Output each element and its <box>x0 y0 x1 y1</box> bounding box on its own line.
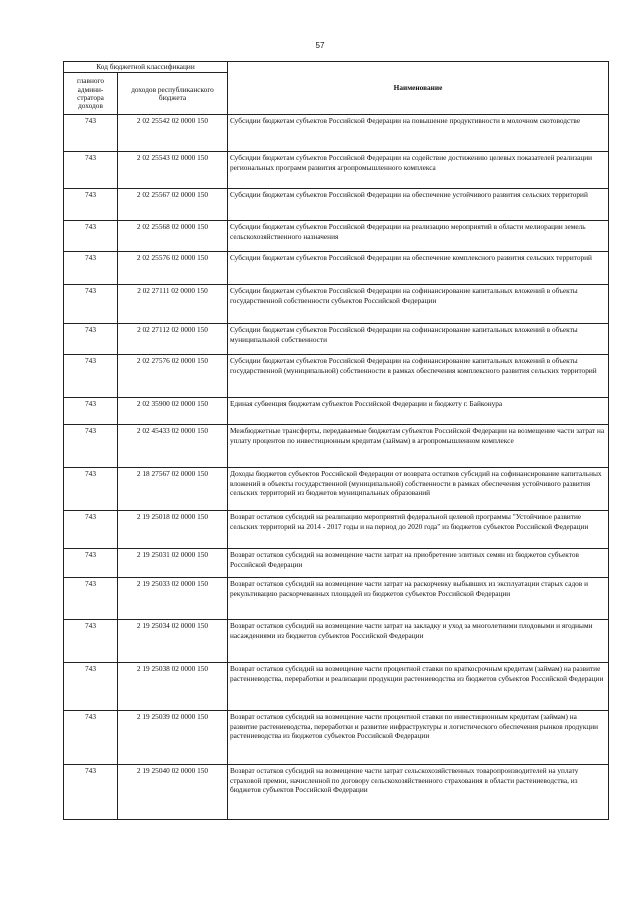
table-row <box>64 252 609 285</box>
income-code-cell: 2 19 25038 02 0000 150 <box>118 663 228 711</box>
admin-code-cell: 743 <box>64 152 118 189</box>
table-row <box>64 711 609 765</box>
name-cell: Возврат остатков субсидий на возмещение части процентной ставки по инвестиционным кредитам (займам) на развитие растениеводства, переработки и развитие инфраструктуры и логистического обеспечения рынков продукции растениеводства из бюджетов субъектов Российской Федерации <box>228 711 609 765</box>
admin-code-cell: 743 <box>64 285 118 324</box>
name-cell: Субсидии бюджетам субъектов Российской Федерации на реализацию мероприятий в области мелиорации земель сельскохозяйственного назначения <box>228 221 609 252</box>
name-cell: Субсидии бюджетам субъектов Российской Федерации на софинансирование капитальных вложений в объекты муниципальной собственности <box>228 324 609 355</box>
table-row <box>64 115 609 152</box>
admin-code-cell: 743 <box>64 663 118 711</box>
income-code-cell: 2 02 25542 02 0000 150 <box>118 115 228 152</box>
admin-code-cell: 743 <box>64 549 118 578</box>
header-main-administrator: главного админи-стратора доходов <box>64 73 118 115</box>
table-row <box>64 578 609 620</box>
name-cell: Возврат остатков субсидий на возмещение части процентной ставки по краткосрочным кредитам (займам) на развитие растениеводства, переработки и реализации продукции растениеводства из бюджетов субъектов Российской Федерации <box>228 663 609 711</box>
income-code-cell: 2 02 27576 02 0000 150 <box>118 355 228 398</box>
name-cell: Доходы бюджетов субъектов Российской Федерации от возврата остатков субсидий на софинансирование капитальных вложений в объекты государственной (муниципальной) собственности в рамках обеспечения устойчивого развития сельских территорий из бюджетов муниципальных образований <box>228 468 609 511</box>
admin-code-cell: 743 <box>64 468 118 511</box>
name-cell: Возврат остатков субсидий на реализацию мероприятий федеральной целевой программы "Устойчивое развитие сельских территорий на 2014 - 2017 годы и на период до 2020 года" из бюджетов субъектов Российской Федерации <box>228 511 609 549</box>
admin-code-cell: 743 <box>64 765 118 820</box>
income-code-cell: 2 02 27112 02 0000 150 <box>118 324 228 355</box>
table-row <box>64 221 609 252</box>
income-code-cell: 2 19 25031 02 0000 150 <box>118 549 228 578</box>
page-number: 57 <box>315 41 325 50</box>
admin-code-cell: 743 <box>64 425 118 468</box>
header-name: Наименование <box>228 62 609 115</box>
admin-code-cell: 743 <box>64 398 118 425</box>
income-code-cell: 2 19 25018 02 0000 150 <box>118 511 228 549</box>
table-row <box>64 663 609 711</box>
table-row <box>64 398 609 425</box>
table-row <box>64 511 609 549</box>
income-code-cell: 2 19 25033 02 0000 150 <box>118 578 228 620</box>
name-cell: Единая субвенция бюджетам субъектов Российской Федерации и бюджету г. Байконура <box>228 398 609 425</box>
name-cell: Возврат остатков субсидий на возмещение части затрат на закладку и уход за многолетними плодовыми и ягодными насаждениями из бюджетов субъектов Российской Федерации <box>228 620 609 663</box>
admin-code-cell: 743 <box>64 115 118 152</box>
income-code-cell: 2 02 35900 02 0000 150 <box>118 398 228 425</box>
income-code-cell: 2 19 25039 02 0000 150 <box>118 711 228 765</box>
name-cell: Возврат остатков субсидий на возмещение части затрат на раскорчевку выбывших из эксплуатации старых садов и рекультивацию раскорчеванных площадей из бюджетов субъектов Российской Федерации <box>228 578 609 620</box>
table-row <box>64 189 609 221</box>
income-code-cell: 2 02 25567 02 0000 150 <box>118 189 228 221</box>
income-code-cell: 2 02 25568 02 0000 150 <box>118 221 228 252</box>
name-cell: Субсидии бюджетам субъектов Российской Федерации на софинансирование капитальных вложений в объекты государственной собственности субъектов Российской Федерации <box>228 285 609 324</box>
table-row <box>64 549 609 578</box>
name-cell: Субсидии бюджетам субъектов Российской Федерации на повышение продуктивности в молочном скотоводстве <box>228 115 609 152</box>
table-row <box>64 355 609 398</box>
income-code-cell: 2 02 25576 02 0000 150 <box>118 252 228 285</box>
admin-code-cell: 743 <box>64 189 118 221</box>
income-code-cell: 2 19 25040 02 0000 150 <box>118 765 228 820</box>
admin-code-cell: 743 <box>64 252 118 285</box>
table-row <box>64 324 609 355</box>
table-row <box>64 285 609 324</box>
header-republican-budget-income: доходов республиканского бюджета <box>118 73 228 115</box>
income-code-cell: 2 02 25543 02 0000 150 <box>118 152 228 189</box>
admin-code-cell: 743 <box>64 511 118 549</box>
name-cell: Возврат остатков субсидий на возмещение части затрат на приобретение элитных семян из бюджетов субъектов Российской Федерации <box>228 549 609 578</box>
income-code-cell: 2 02 27111 02 0000 150 <box>118 285 228 324</box>
income-code-cell: 2 18 27567 02 0000 150 <box>118 468 228 511</box>
income-code-cell: 2 02 45433 02 0000 150 <box>118 425 228 468</box>
income-code-cell: 2 19 25034 02 0000 150 <box>118 620 228 663</box>
admin-code-cell: 743 <box>64 221 118 252</box>
table-row <box>64 425 609 468</box>
name-cell: Возврат остатков субсидий на возмещение части затрат сельскохозяйственных товаропроизводителей на уплату страховой премии, начисленной по договору сельскохозяйственного страхования в области растениеводства, из бюджетов субъектов Российской Федерации <box>228 765 609 820</box>
name-cell: Субсидии бюджетам субъектов Российской Федерации на обеспечение комплексного развития сельских территорий <box>228 252 609 285</box>
admin-code-cell: 743 <box>64 324 118 355</box>
name-cell: Субсидии бюджетам субъектов Российской Федерации на софинансирование капитальных вложений в объекты государственной (муниципальной) собственности в рамках обеспечения комплексного развития сельских территорий <box>228 355 609 398</box>
admin-code-cell: 743 <box>64 578 118 620</box>
table-row <box>64 765 609 820</box>
table-row <box>64 620 609 663</box>
header-budget-classification-code: Код бюджетной классификации <box>64 62 228 73</box>
admin-code-cell: 743 <box>64 620 118 663</box>
budget-classification-table <box>63 61 609 820</box>
name-cell: Межбюджетные трансферты, передаваемые бюджетам субъектов Российской Федерации на возмещение части затрат на уплату процентов по инвестиционным кредитам (займам) в агропромышленном комплексе <box>228 425 609 468</box>
admin-code-cell: 743 <box>64 355 118 398</box>
name-cell: Субсидии бюджетам субъектов Российской Федерации на содействие достижению целевых показателей реализации региональных программ развития агропромышленного комплекса <box>228 152 609 189</box>
admin-code-cell: 743 <box>64 711 118 765</box>
table-row <box>64 152 609 189</box>
name-cell: Субсидии бюджетам субъектов Российской Федерации на обеспечение устойчивого развития сельских территорий <box>228 189 609 221</box>
table-row <box>64 468 609 511</box>
